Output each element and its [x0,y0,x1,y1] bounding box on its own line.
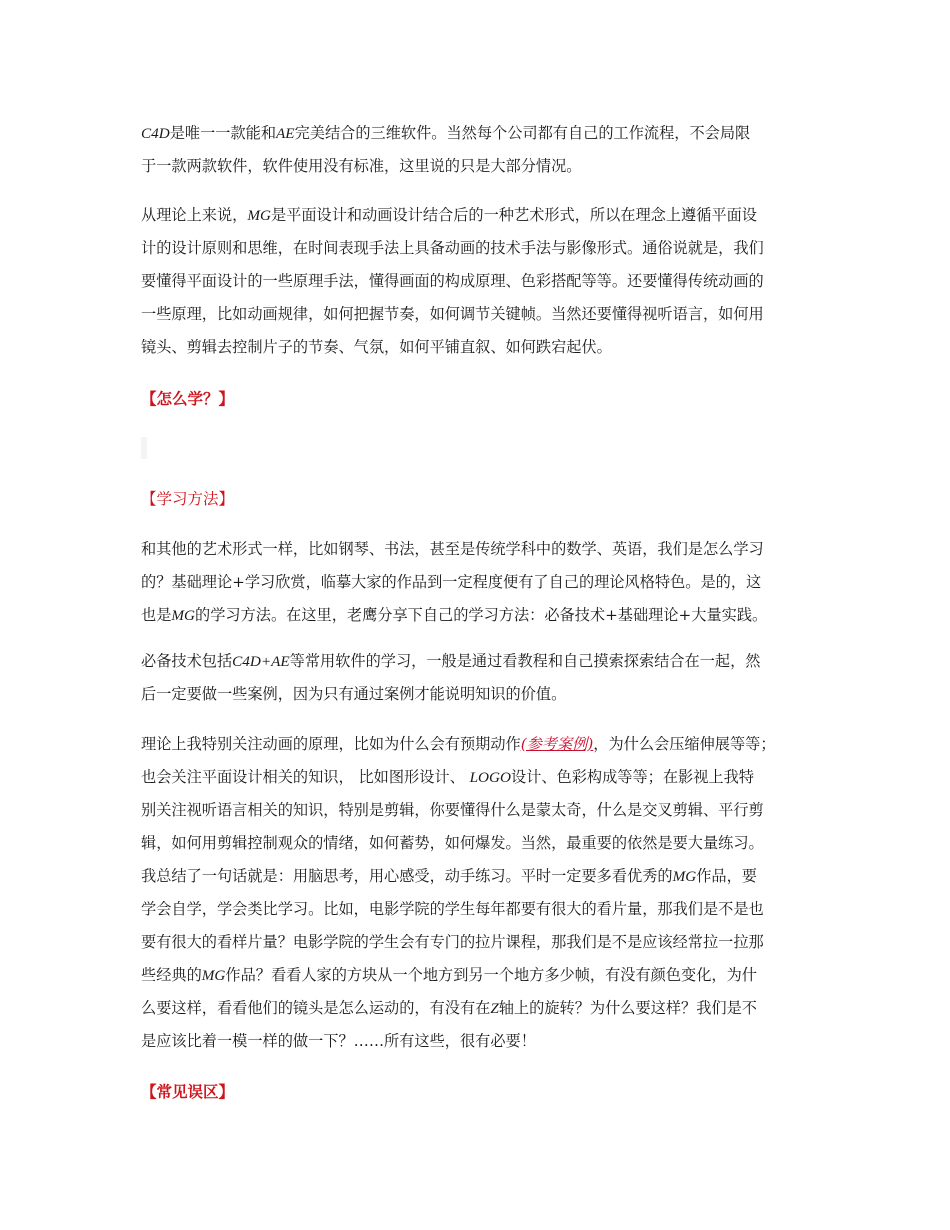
text-line: 于一款两款软件，软件使用没有标准，这里说的只是大部分情况。 [141,157,582,175]
text-line: 学会自学，学会类比学习。比如，电影学院的学生每年都要有很大的看片量，那我们是不是也 [141,900,764,918]
text-line: 辑，如何用剪辑控制观众的情绪，如何蓄势，如何爆发。当然，最重要的依然是要大量练习。 [141,834,764,852]
text-line: 是应该比着一模一样的做一下？……所有这些，很有必要！ [141,1032,536,1050]
paragraph-c4d [141,117,816,183]
text-line: 也是MG的学习方法。在这里，老鹰分享下自己的学习方法：必备技术+基础理论+大量实践。 [141,606,768,624]
paragraph-method [141,533,816,632]
text-line: 和其他的艺术形式一样，比如钢琴、书法，甚至是传统学科中的数学、英语，我们是怎么学习 [141,540,764,558]
text-line: 必备技术包括C4D+AE等常用软件的学习，一般是通过看教程和自己摸索探索结合在一起，然 [141,652,761,670]
paragraph-skills [141,645,816,711]
heading-common-mistakes: 【常见误区】 [141,1082,235,1101]
text-line: 后一定要做一些案例，因为只有通过案例才能说明知识的价值。 [141,685,567,703]
image-placeholder [141,437,147,459]
text-line: 么要这样，看看他们的镜头是怎么运动的，有没有在Z轴上的旋转？为什么要这样？我们是不 [141,999,757,1017]
paragraph-theory [141,199,816,364]
text-line: C4D是唯一一款能和AE完美结合的三维软件。当然每个公司都有自己的工作流程，不会局限 [141,124,751,142]
text-line: 镜头、剪辑去控制片子的节奏、气氛，如何平铺直叙、如何跌宕起伏。 [141,338,612,356]
text-line: 一些原理，比如动画规律，如何把握节奏，如何调节关键帧。当然还要懂得视听语言，如何用 [141,305,764,323]
heading-how-to-learn: 【怎么学？】 [141,389,235,408]
text-line: 别关注视听语言相关的知识，特别是剪辑，你要懂得什么是蒙太奇，什么是交叉剪辑、平行剪 [141,801,764,819]
text-line: 要懂得平面设计的一些原理手法，懂得画面的构成原理、色彩搭配等等。还要懂得传统动画的 [141,272,764,290]
text-line: 从理论上来说，MG是平面设计和动画设计结合后的一种艺术形式，所以在理念上遵循平面设 [141,206,757,224]
text-line: 也会关注平面设计相关的知识， 比如图形设计、 LOGO设计、色彩构成等等；在影视上我特 [141,768,754,786]
text-line: 些经典的MG作品？看看人家的方块从一个地方到另一个地方多少帧，有没有颜色变化，为什 [141,966,757,984]
text-line: 理论上我特别关注动画的原理，比如为什么会有预期动作(参考案例)，为什么会压缩伸展等等； [141,735,776,753]
heading-learning-method: 【学习方法】 [141,490,235,508]
paragraph-practice [141,728,816,1058]
reference-case-link[interactable]: (参考案例) [520,735,594,753]
text-line: 计的设计原则和思维，在时间表现手法上具备动画的技术手法与影像形式。通俗说就是，我们 [141,239,764,257]
text-line: 我总结了一句话就是：用脑思考，用心感受，动手练习。平时一定要多看优秀的MG作品，要 [141,867,757,885]
text-line: 要有很大的看样片量？电影学院的学生会有专门的拉片课程，那我们是不是应该经常拉一拉那 [141,933,764,951]
text-line: 的？基础理论+学习欣赏，临摹大家的作品到一定程度便有了自己的理论风格特色。是的，这 [141,573,762,591]
